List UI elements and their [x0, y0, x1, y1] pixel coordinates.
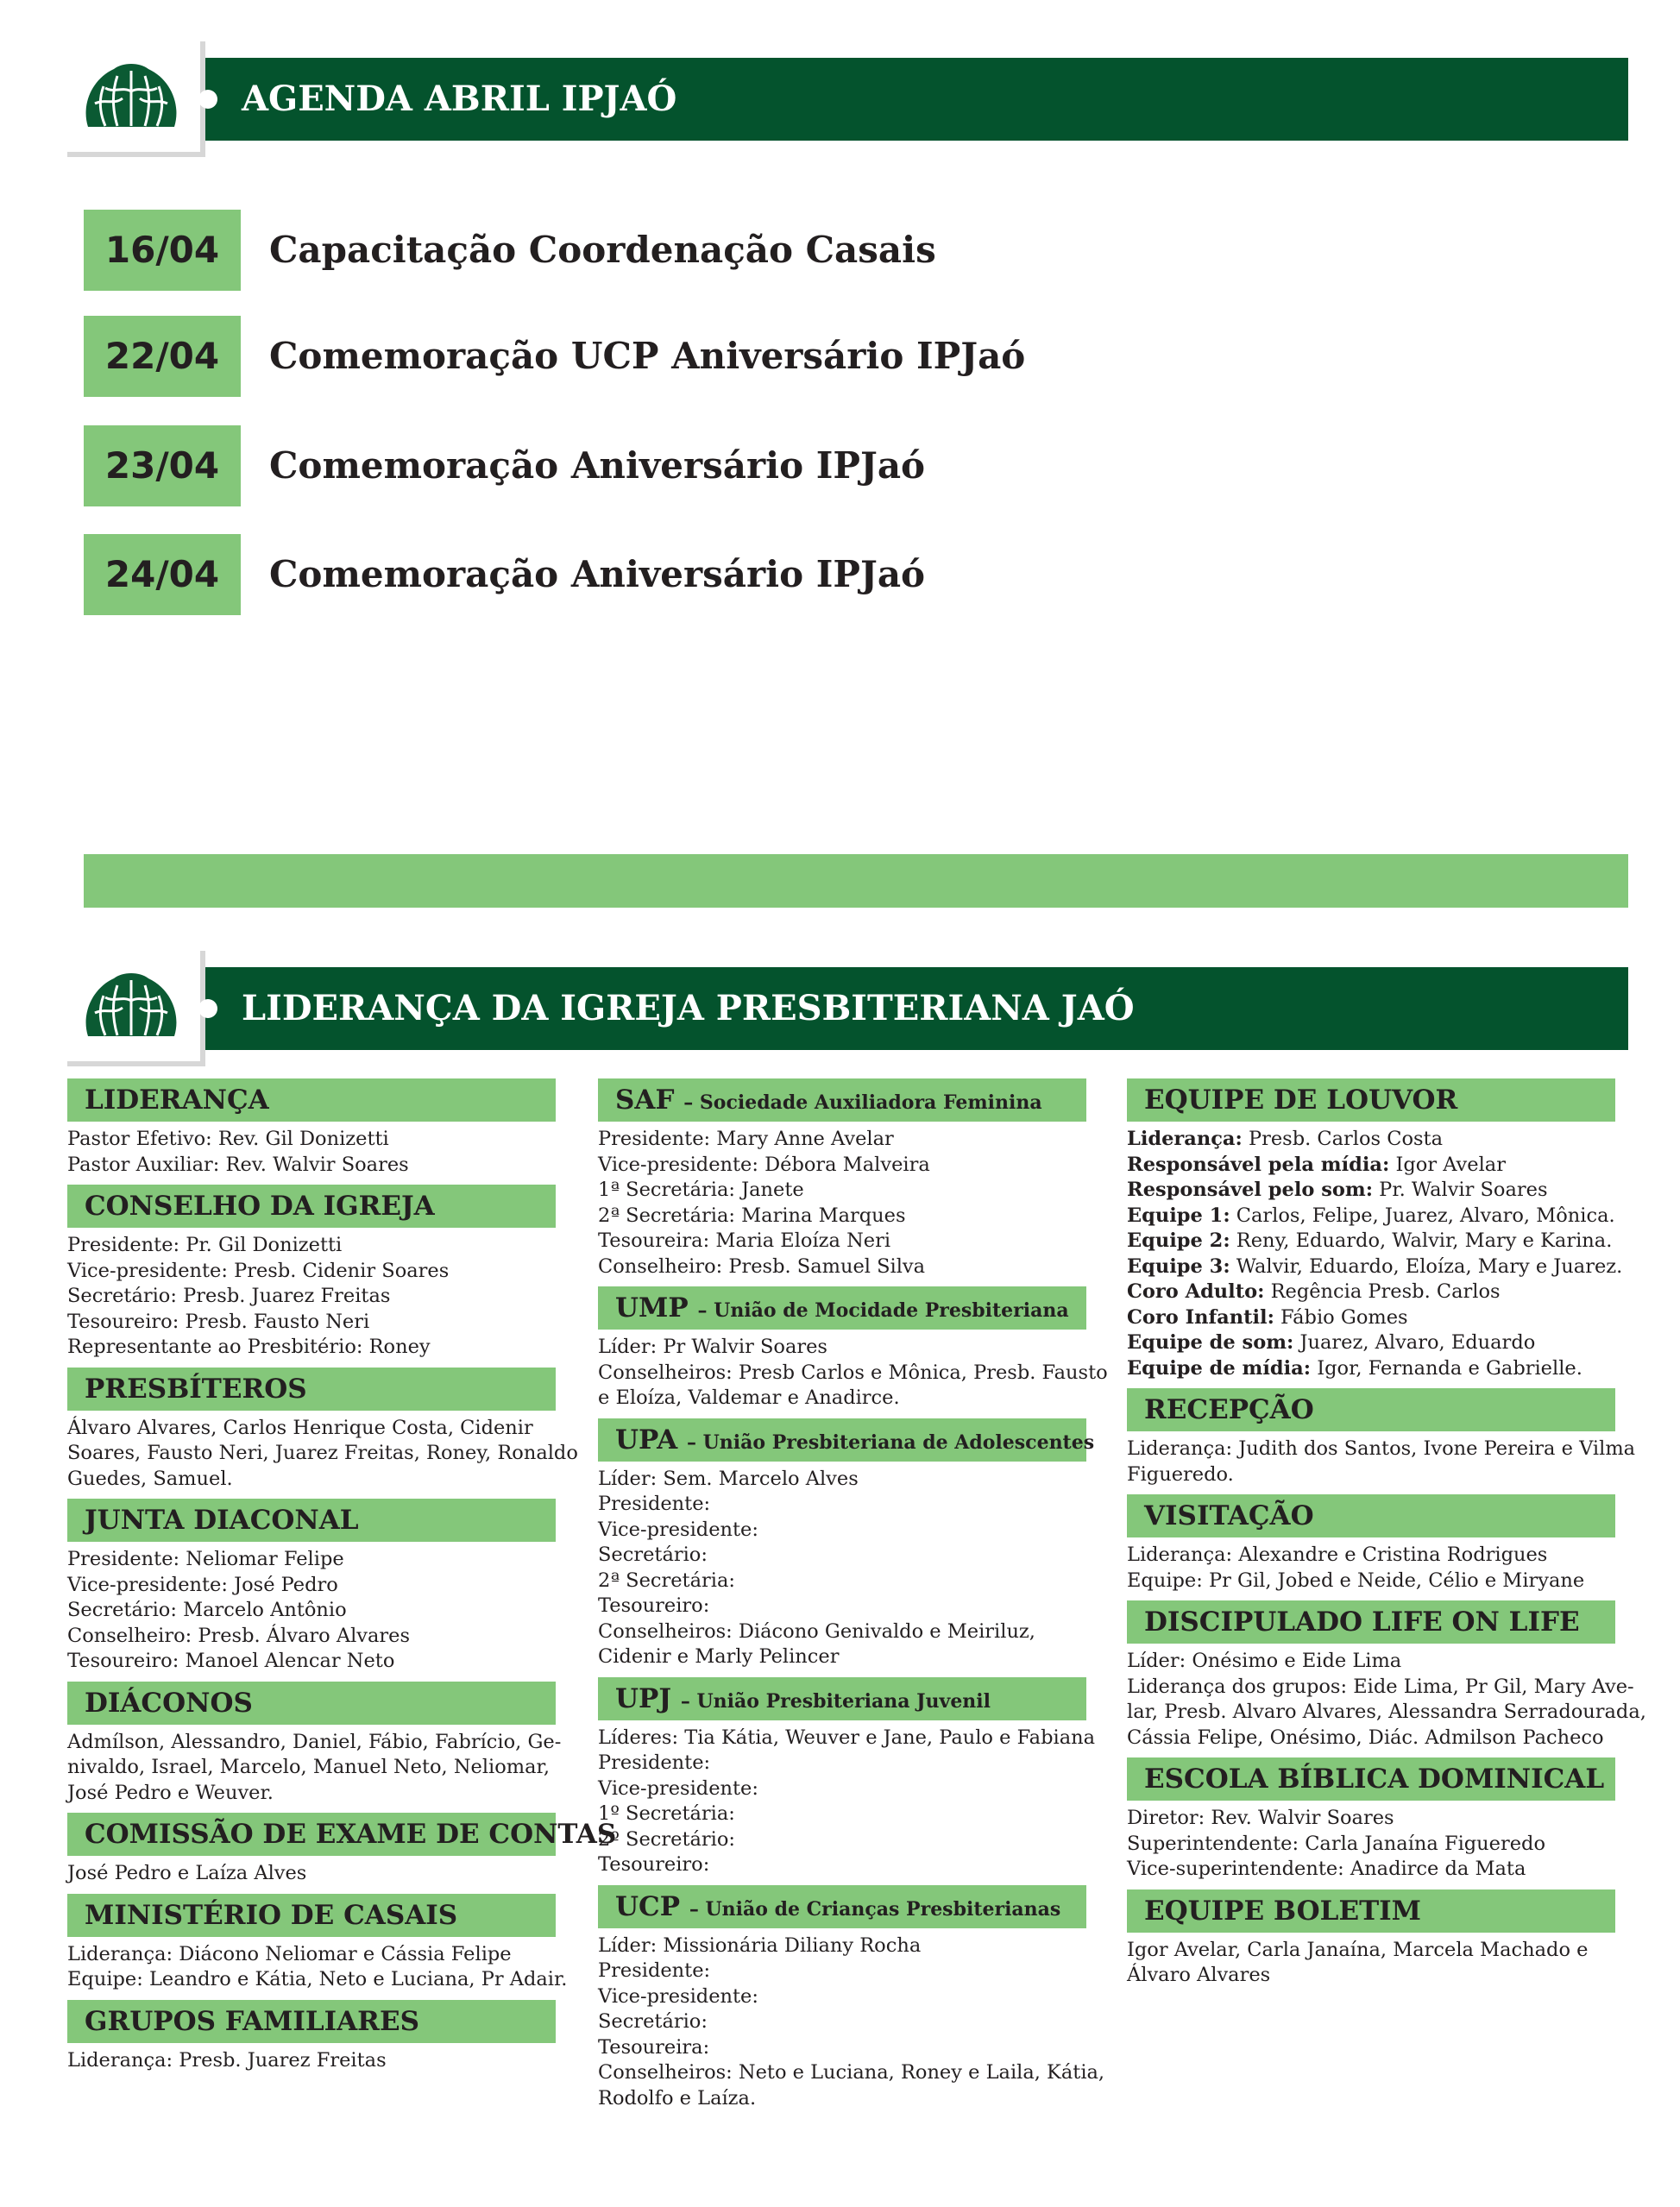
role-line	[1127, 1229, 1615, 1254]
leadership-section	[67, 1185, 556, 1361]
text-line: Tesoureiro:	[598, 1853, 710, 1876]
section-heading	[598, 1418, 1095, 1462]
text-line: Liderança: Diácono Neliomar e Cássia Felipe	[67, 1942, 512, 1965]
section-heading	[67, 1078, 556, 1122]
leadership-section	[1127, 1889, 1615, 1989]
section-body	[67, 1725, 562, 1807]
role-line	[1127, 1280, 1615, 1305]
text-line: Presidente:	[598, 1959, 711, 1982]
text-line: Admílson, Alessandro, Daniel, Fábio, Fabrício, Ge-	[67, 1730, 562, 1753]
text-line: Secretário: Presb. Juarez Freitas	[67, 1285, 391, 1307]
text-line: Líder: Missionária Diliany Rocha	[598, 1933, 922, 1957]
agenda-banner-dot	[198, 90, 217, 109]
role-value: Juarez, Alvaro, Eduardo	[1293, 1331, 1536, 1354]
agenda-logo-box	[67, 41, 205, 157]
section-title: DISCIPULADO LIFE ON LIFE	[1144, 1607, 1580, 1638]
section-title: MINISTÉRIO DE CASAIS	[85, 1899, 458, 1931]
section-body	[67, 1411, 578, 1493]
text-line: Liderança dos grupos: Eide Lima, Pr Gil, Mary Ave-	[1127, 1675, 1634, 1698]
role-label: Coro Adulto:	[1127, 1280, 1265, 1303]
text-line: Álvaro Alvares	[1127, 1964, 1271, 1986]
text-line: Secretário: Marcelo Antônio	[67, 1599, 347, 1621]
leadership-section	[598, 1885, 1105, 2112]
text-line: José Pedro e Laíza Alves	[67, 1862, 307, 1884]
leadership-banner-dot	[198, 999, 217, 1018]
section-body	[67, 1856, 556, 1887]
leadership-logo-box	[67, 951, 205, 1066]
section-title: UCP	[615, 1890, 681, 1922]
church-tree-logo-icon	[79, 53, 183, 140]
text-line: nivaldo, Israel, Marcelo, Manuel Neto, Neliomar,	[67, 1756, 550, 1778]
event-date: 24/04	[84, 534, 241, 615]
section-title: JUNTA DIACONAL	[85, 1505, 359, 1536]
section-title: PRESBÍTEROS	[85, 1373, 307, 1405]
text-line: Cássia Felipe, Onésimo, Diác. Admilson Pacheco	[1127, 1726, 1604, 1749]
text-line: 2º Secretário:	[598, 1827, 735, 1851]
role-value: Pr. Walvir Soares	[1373, 1179, 1548, 1201]
agenda-title: AGENDA ABRIL IPJAÓ	[242, 79, 677, 119]
role-value: Reny, Eduardo, Walvir, Mary e Karina.	[1230, 1229, 1613, 1252]
role-line	[1127, 1305, 1615, 1331]
section-heading	[1127, 1494, 1615, 1537]
text-line: Líderes: Tia Kátia, Weuver e Jane, Paulo e Fabiana	[598, 1726, 1096, 1749]
section-heading	[1127, 1889, 1615, 1933]
text-line: Conselheiros: Presb Carlos e Mônica, Presb. Fausto	[598, 1361, 1108, 1384]
section-title: EQUIPE BOLETIM	[1144, 1895, 1421, 1927]
leadership-section	[67, 1368, 578, 1493]
text-line: 2ª Secretária: Marina Marques	[598, 1204, 906, 1227]
role-label: Responsável pelo som:	[1127, 1179, 1374, 1201]
text-line: Tesoureiro: Presb. Fausto Neri	[67, 1310, 370, 1333]
text-line: Guedes, Samuel.	[67, 1467, 233, 1490]
church-tree-logo-icon	[79, 963, 183, 1049]
section-title: UPA	[615, 1424, 678, 1456]
leadership-section	[1127, 1494, 1615, 1594]
role-value: Presb. Carlos Costa	[1242, 1128, 1444, 1150]
leadership-column-middle	[598, 1078, 1108, 2118]
section-subtitle: – Sociedade Auxiliadora Feminina	[683, 1091, 1042, 1114]
text-line: Líder: Sem. Marcelo Alves	[598, 1467, 859, 1490]
section-body	[67, 2043, 556, 2074]
role-value: Carlos, Felipe, Juarez, Alvaro, Mônica.	[1230, 1204, 1615, 1227]
section-body	[598, 1122, 1086, 1280]
role-line	[1127, 1127, 1615, 1153]
section-heading	[67, 1499, 556, 1542]
role-label: Responsável pela mídia:	[1127, 1153, 1390, 1176]
text-line: lar, Presb. Alvaro Alvares, Alessandra Serradourada,	[1127, 1701, 1646, 1723]
text-line: Superintendente: Carla Janaína Figueredo	[1127, 1832, 1545, 1855]
text-line: Vice-presidente:	[598, 1518, 758, 1541]
section-title: DIÁCONOS	[85, 1687, 253, 1719]
section-subtitle: – União Presbiteriana Juvenil	[680, 1689, 991, 1713]
leadership-section	[598, 1078, 1086, 1280]
text-line: Presidente: Neliomar Felipe	[67, 1548, 344, 1570]
section-body	[1127, 1933, 1615, 1989]
section-heading	[598, 1885, 1086, 1928]
section-heading	[67, 1813, 617, 1856]
section-body	[67, 1937, 568, 1993]
leadership-column-right	[1127, 1078, 1646, 1996]
role-line	[1127, 1330, 1615, 1356]
role-value: Regência Presb. Carlos	[1264, 1280, 1501, 1303]
section-title: LIDERANÇA	[85, 1085, 269, 1116]
text-line: Conselheiros: Neto e Luciana, Roney e Laila, Kátia,	[598, 2061, 1105, 2084]
text-line: 1ª Secretária: Janete	[598, 1179, 804, 1201]
text-line: Conselheiros: Diácono Genivaldo e Meiriluz,	[598, 1619, 1035, 1643]
role-value: Igor, Fernanda e Gabrielle.	[1311, 1356, 1582, 1380]
section-title: UPJ	[615, 1682, 672, 1714]
text-line: Presidente: Mary Anne Avelar	[598, 1128, 894, 1150]
text-line: Presidente:	[598, 1751, 711, 1774]
section-heading	[67, 2000, 556, 2043]
section-body	[598, 1462, 1086, 1670]
section-heading	[67, 1185, 556, 1228]
text-line: Líder: Onésimo e Eide Lima	[1127, 1650, 1402, 1672]
text-line: Pastor Efetivo: Rev. Gil Donizetti	[67, 1128, 389, 1150]
section-heading	[1127, 1078, 1615, 1122]
leadership-section	[67, 1499, 556, 1675]
section-body	[67, 1542, 556, 1675]
leadership-section	[598, 1677, 1096, 1878]
section-body	[1127, 1431, 1636, 1487]
text-line: Liderança: Judith dos Santos, Ivone Pereira e Vilma	[1127, 1437, 1636, 1460]
leadership-section	[67, 1813, 617, 1887]
role-label: Equipe 3:	[1127, 1254, 1230, 1278]
text-line: Pastor Auxiliar: Rev. Walvir Soares	[67, 1153, 409, 1176]
role-line	[1127, 1204, 1615, 1229]
text-line: Diretor: Rev. Walvir Soares	[1127, 1807, 1394, 1829]
event-title: Comemoração UCP Aniversário IPJaó	[269, 335, 1026, 377]
section-title: UMP	[615, 1292, 689, 1324]
text-line: Tesoureiro:	[598, 1594, 710, 1617]
text-line: Soares, Fausto Neri, Juarez Freitas, Roney, Ronaldo	[67, 1442, 578, 1464]
text-line: Igor Avelar, Carla Janaína, Marcela Machado e	[1127, 1938, 1589, 1961]
section-subtitle: – União de Mocidade Presbiteriana	[697, 1299, 1069, 1322]
text-line: Tesoureira:	[598, 2035, 710, 2059]
section-heading	[598, 1677, 1086, 1720]
text-line: Figueredo.	[1127, 1462, 1234, 1486]
section-title: GRUPOS FAMILIARES	[85, 2005, 419, 2037]
leadership-section	[67, 1894, 568, 1993]
section-body	[1127, 1644, 1646, 1751]
text-line: Liderança: Presb. Juarez Freitas	[67, 2048, 387, 2072]
text-line: Conselheiro: Presb. Álvaro Alvares	[67, 1624, 411, 1647]
section-title: SAF	[615, 1085, 675, 1116]
section-title: EQUIPE DE LOUVOR	[1144, 1085, 1458, 1116]
text-line: Vice-presidente: Presb. Cidenir Soares	[67, 1259, 450, 1282]
section-body	[598, 1720, 1096, 1878]
section-title: VISITAÇÃO	[1144, 1500, 1314, 1531]
role-label: Liderança:	[1127, 1128, 1243, 1150]
section-heading	[67, 1368, 556, 1411]
event-date: 23/04	[84, 425, 241, 506]
section-divider	[84, 854, 1628, 908]
role-value: Fábio Gomes	[1274, 1305, 1408, 1329]
leadership-section	[67, 1682, 562, 1807]
leadership-section	[1127, 1757, 1615, 1883]
section-body	[67, 1228, 556, 1361]
leadership-section	[1127, 1078, 1623, 1381]
role-label: Equipe de som:	[1127, 1331, 1294, 1354]
text-line: Rodolfo e Laíza.	[598, 2086, 757, 2110]
text-line: Cidenir e Marly Pelincer	[598, 1645, 840, 1668]
text-line: Liderança: Alexandre e Cristina Rodrigues	[1127, 1544, 1548, 1566]
role-label: Coro Infantil:	[1127, 1305, 1274, 1329]
event-title: Capacitação Coordenação Casais	[269, 229, 936, 271]
text-line: Vice-superintendente: Anadirce da Mata	[1127, 1858, 1526, 1880]
text-line: Conselheiro: Presb. Samuel Silva	[598, 1254, 926, 1278]
section-title: CONSELHO DA IGREJA	[85, 1191, 435, 1222]
text-line: Secretário:	[598, 2010, 708, 2033]
section-heading	[598, 1078, 1086, 1122]
text-line: Equipe: Leandro e Kátia, Neto e Luciana, Pr Adair.	[67, 1968, 568, 1990]
text-line: Representante ao Presbitério: Roney	[67, 1336, 431, 1358]
role-line	[1127, 1178, 1615, 1204]
role-line	[1127, 1254, 1623, 1280]
text-line: 2ª Secretária:	[598, 1569, 735, 1592]
text-line: Líder: Pr Walvir Soares	[598, 1336, 827, 1358]
section-title: RECEPÇÃO	[1144, 1394, 1314, 1425]
section-body	[598, 1330, 1108, 1412]
leadership-title: LIDERANÇA DA IGREJA PRESBITERIANA JAÓ	[242, 988, 1135, 1028]
section-body	[1127, 1537, 1615, 1594]
leadership-section	[67, 1078, 556, 1178]
role-line	[1127, 1356, 1615, 1382]
section-body	[1127, 1801, 1615, 1883]
event-title: Comemoração Aniversário IPJaó	[269, 444, 926, 487]
section-heading	[598, 1286, 1086, 1330]
event-date: 16/04	[84, 210, 241, 291]
text-line: Presidente: Pr. Gil Donizetti	[67, 1234, 343, 1256]
text-line: e Eloíza, Valdemar e Anadirce.	[598, 1386, 900, 1409]
section-heading	[67, 1682, 556, 1725]
section-heading	[1127, 1388, 1615, 1431]
text-line: Vice-presidente: José Pedro	[67, 1573, 338, 1596]
leadership-section	[598, 1286, 1108, 1412]
leadership-section	[1127, 1600, 1646, 1751]
event-date: 22/04	[84, 316, 241, 397]
section-subtitle: – União Presbiteriana de Adolescentes	[686, 1430, 1095, 1454]
section-body	[67, 1122, 556, 1178]
role-line	[1127, 1153, 1615, 1179]
text-line: Tesoureira: Maria Eloíza Neri	[598, 1229, 891, 1252]
text-line: José Pedro e Weuver.	[67, 1781, 274, 1804]
text-line: Vice-presidente:	[598, 1776, 758, 1800]
text-line: Álvaro Alvares, Carlos Henrique Costa, Cidenir	[67, 1416, 533, 1439]
role-label: Equipe 1:	[1127, 1204, 1230, 1227]
section-body	[1127, 1122, 1623, 1381]
role-value: Walvir, Eduardo, Eloíza, Mary e Juarez.	[1230, 1254, 1623, 1278]
role-label: Equipe de mídia:	[1127, 1356, 1312, 1380]
text-line: Presidente:	[598, 1493, 711, 1515]
text-line: Vice-presidente: Débora Malveira	[598, 1153, 930, 1176]
leadership-column-left	[67, 1078, 617, 2080]
section-subtitle: – União de Crianças Presbiterianas	[689, 1897, 1061, 1921]
role-value: Igor Avelar	[1389, 1153, 1506, 1176]
event-title: Comemoração Aniversário IPJaó	[269, 553, 926, 595]
text-line: 1º Secretária:	[598, 1802, 735, 1825]
section-body	[598, 1928, 1105, 2112]
section-title: COMISSÃO DE EXAME DE CONTAS	[85, 1819, 617, 1850]
text-line: Tesoureiro: Manoel Alencar Neto	[67, 1650, 395, 1672]
section-title: ESCOLA BÍBLICA DOMINICAL	[1144, 1764, 1605, 1795]
text-line: Vice-presidente:	[598, 1984, 758, 2008]
text-line: Secretário:	[598, 1544, 708, 1566]
text-line: Equipe: Pr Gil, Jobed e Neide, Célio e Miryane	[1127, 1569, 1585, 1592]
leadership-section	[598, 1418, 1095, 1670]
leadership-section	[67, 2000, 556, 2074]
section-heading	[67, 1894, 556, 1937]
section-heading	[1127, 1600, 1615, 1644]
section-heading	[1127, 1757, 1615, 1801]
role-label: Equipe 2:	[1127, 1229, 1230, 1252]
leadership-section	[1127, 1388, 1636, 1487]
